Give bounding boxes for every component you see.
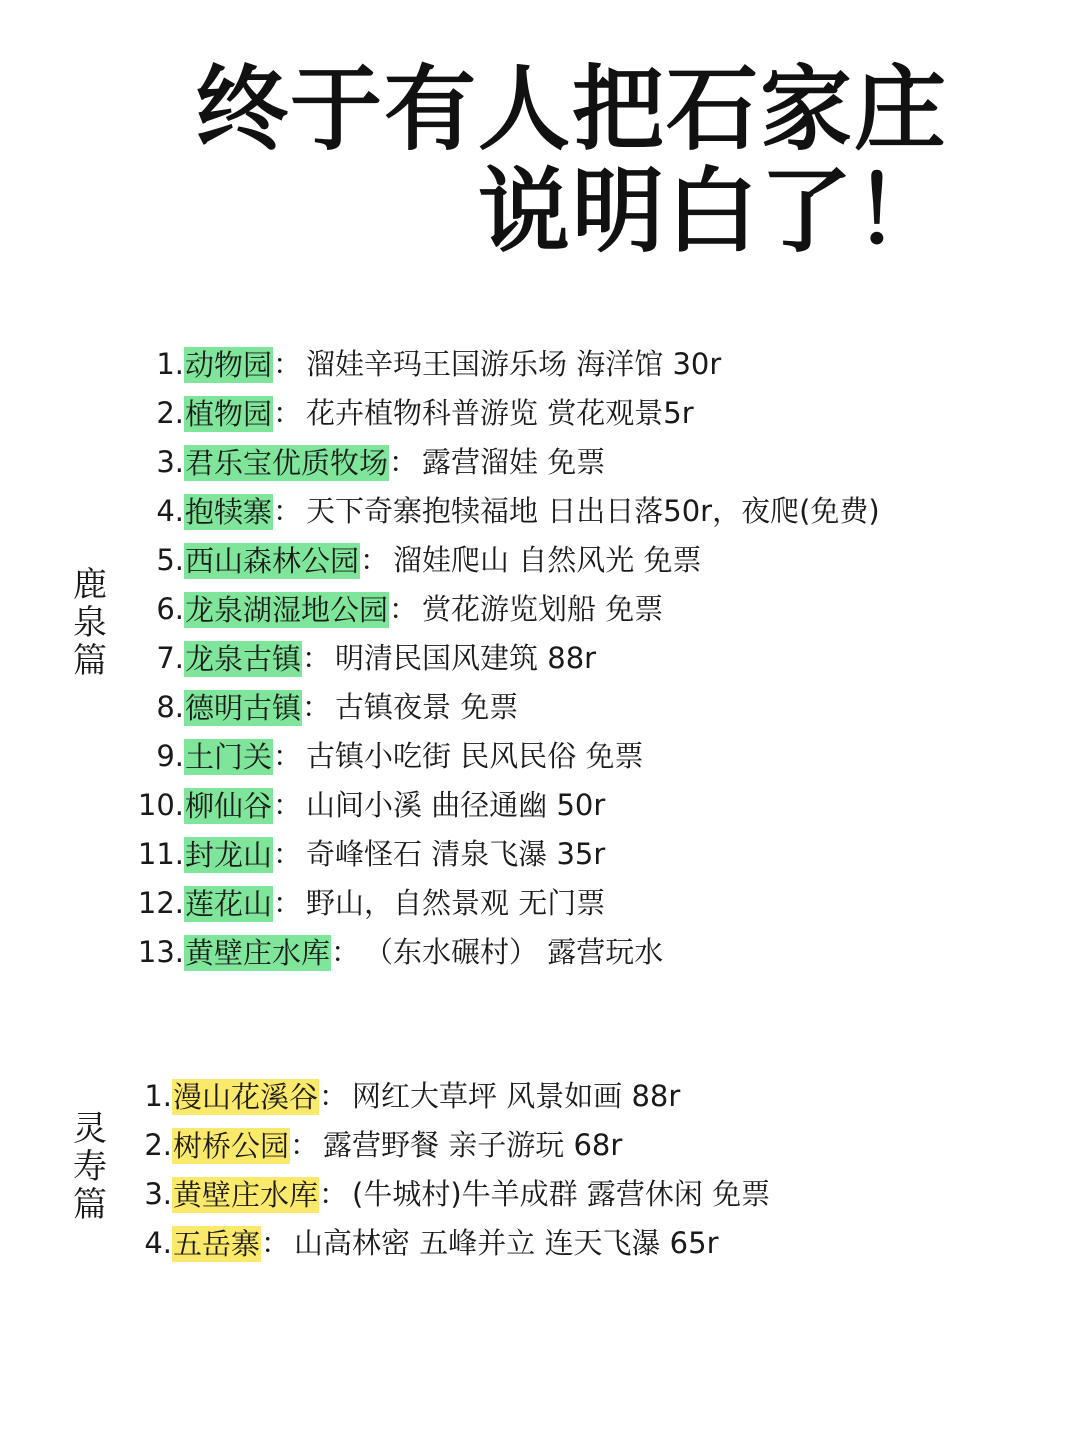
section-label-char: 泉: [73, 603, 107, 643]
list-item: [134, 879, 880, 928]
attraction-name: 黄壁庄水库: [173, 1177, 319, 1212]
item-separator: ：: [261, 1226, 291, 1260]
item-separator: ：: [290, 1128, 320, 1162]
attraction-description: 明清民国风建筑 88r: [335, 641, 597, 675]
item-separator: ：: [302, 690, 332, 724]
attraction-name: 植物园: [185, 396, 273, 431]
attraction-description: 古镇小吃街 民风民俗 免票: [306, 739, 644, 773]
item-number: 4.: [144, 1226, 172, 1260]
attraction-description: （东水碾村） 露营玩水: [364, 935, 664, 969]
attraction-description: 山高林密 五峰并立 连天飞瀑 65r: [294, 1226, 719, 1260]
attraction-name: 君乐宝优质牧场: [185, 445, 389, 480]
list-item: [134, 438, 880, 487]
list-item: [134, 585, 880, 634]
list-item: [134, 928, 880, 977]
attraction-name: 黄壁庄水库: [185, 935, 331, 970]
attraction-name: 抱犊寨: [185, 494, 273, 529]
attraction-description: 网红大草坪 风景如画 88r: [352, 1079, 681, 1113]
list-item: [134, 634, 880, 683]
list-item: [134, 1072, 770, 1121]
section-label-char: 篇: [73, 1185, 107, 1225]
item-number: 13.: [137, 935, 184, 969]
attraction-description: 溜娃爬山 自然风光 免票: [393, 543, 702, 577]
section-label-lingshou: [70, 1110, 110, 1224]
item-number: 12.: [137, 886, 184, 920]
section-label-char: 灵: [73, 1109, 107, 1149]
item-separator: ：: [302, 641, 332, 675]
item-separator: ：: [273, 886, 303, 920]
attraction-description: 野山，自然景观 无门票: [306, 886, 606, 920]
section-label-luquan: [70, 566, 110, 680]
attraction-description: 溜娃辛玛王国游乐场 海洋馆 30r: [306, 347, 722, 381]
list-item: [134, 389, 880, 438]
item-separator: ：: [273, 739, 303, 773]
list-item: [134, 683, 880, 732]
item-separator: ：: [389, 445, 419, 479]
attraction-description: 古镇夜景 免票: [335, 690, 519, 724]
item-number: 4.: [156, 494, 184, 528]
attraction-name: 土门关: [185, 739, 273, 774]
attraction-name: 动物园: [185, 347, 273, 382]
attraction-description: 露营野餐 亲子游玩 68r: [323, 1128, 623, 1162]
item-separator: ：: [360, 543, 390, 577]
item-number: 7.: [156, 641, 184, 675]
item-number: 3.: [156, 445, 184, 479]
item-separator: ：: [331, 935, 361, 969]
list-item: [134, 1121, 770, 1170]
item-number: 9.: [156, 739, 184, 773]
item-separator: ：: [319, 1079, 349, 1113]
attraction-description: 天下奇寨抱犊福地 日出日落50r，夜爬(免费): [306, 494, 880, 528]
section-label-char: 篇: [73, 641, 107, 681]
section-label-char: 鹿: [73, 565, 107, 605]
item-separator: ：: [273, 347, 303, 381]
item-number: 2.: [156, 396, 184, 430]
item-separator: ：: [273, 837, 303, 871]
item-number: 11.: [137, 837, 184, 871]
item-number: 2.: [144, 1128, 172, 1162]
luquan-attraction-list: [134, 340, 880, 977]
section-label-char: 寿: [73, 1147, 107, 1187]
attraction-description: 露营溜娃 免票: [422, 445, 606, 479]
item-number: 10.: [137, 788, 184, 822]
attraction-description: (牛城村)牛羊成群 露营休闲 免票: [352, 1177, 771, 1211]
page-title-line-2: 说明白了！: [477, 158, 948, 265]
attraction-description: 奇峰怪石 清泉飞瀑 35r: [306, 837, 606, 871]
item-separator: ：: [319, 1177, 349, 1211]
lingshou-attraction-list: [134, 1072, 770, 1268]
attraction-name: 五岳寨: [173, 1226, 261, 1261]
list-item: [134, 830, 880, 879]
attraction-name: 德明古镇: [185, 690, 302, 725]
item-number: 1.: [144, 1079, 172, 1113]
item-separator: ：: [273, 788, 303, 822]
list-item: [134, 487, 880, 536]
list-item: [134, 536, 880, 585]
attraction-description: 赏花游览划船 免票: [422, 592, 664, 626]
item-number: 8.: [156, 690, 184, 724]
attraction-name: 漫山花溪谷: [173, 1079, 319, 1114]
item-number: 5.: [156, 543, 184, 577]
attraction-name: 柳仙谷: [185, 788, 273, 823]
item-separator: ：: [273, 494, 303, 528]
attraction-name: 龙泉湖湿地公园: [185, 592, 389, 627]
page-title-line-1: 终于有人把石家庄: [195, 56, 948, 163]
list-item: [134, 781, 880, 830]
attraction-name: 西山森林公园: [185, 543, 360, 578]
attraction-name: 封龙山: [185, 837, 273, 872]
list-item: [134, 340, 880, 389]
attraction-name: 树桥公园: [173, 1128, 290, 1163]
item-separator: ：: [273, 396, 303, 430]
attraction-name: 龙泉古镇: [185, 641, 302, 676]
item-number: 1.: [156, 347, 184, 381]
attraction-description: 花卉植物科普游览 赏花观景5r: [306, 396, 694, 430]
list-item: [134, 1219, 770, 1268]
list-item: [134, 732, 880, 781]
attraction-name: 莲花山: [185, 886, 273, 921]
item-number: 3.: [144, 1177, 172, 1211]
item-number: 6.: [156, 592, 184, 626]
attraction-description: 山间小溪 曲径通幽 50r: [306, 788, 606, 822]
list-item: [134, 1170, 770, 1219]
item-separator: ：: [389, 592, 419, 626]
